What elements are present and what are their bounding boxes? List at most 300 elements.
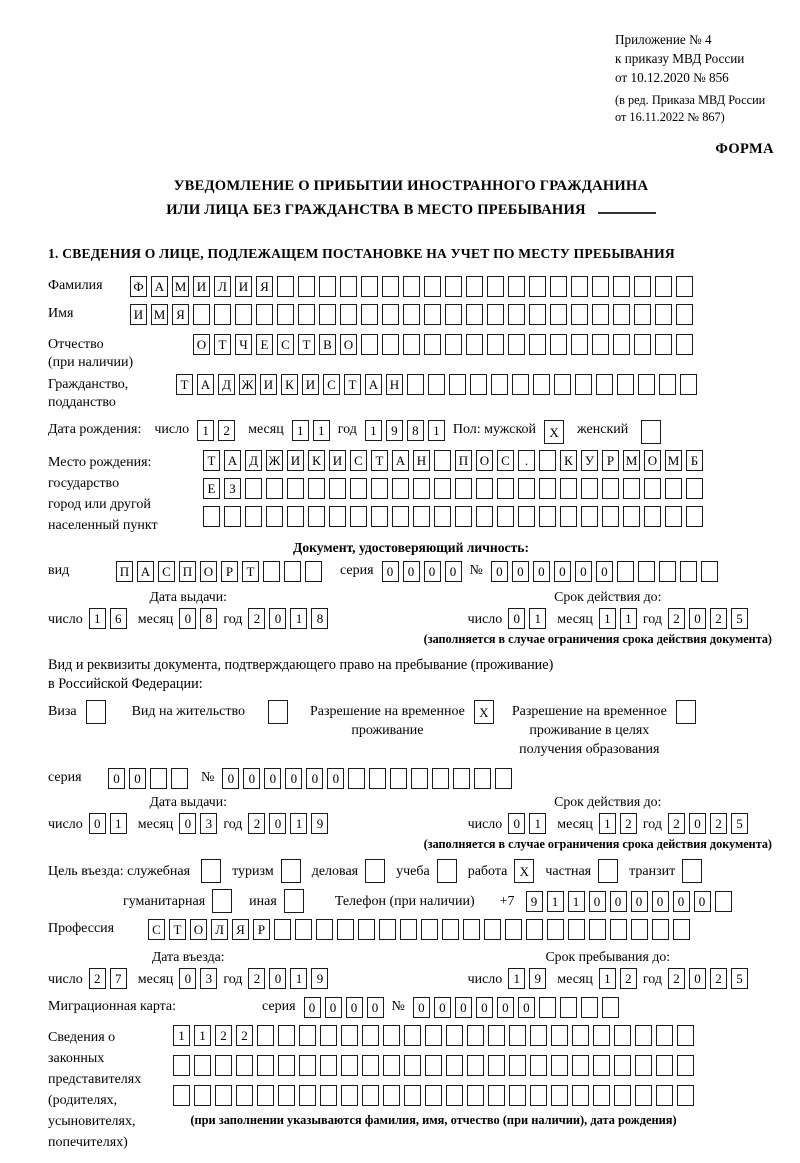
char-cell[interactable] <box>655 276 672 297</box>
char-cell[interactable] <box>445 304 462 325</box>
char-cell[interactable]: 9 <box>526 891 543 912</box>
char-cell[interactable] <box>308 506 325 527</box>
char-cell[interactable]: 0 <box>243 768 260 789</box>
char-cell[interactable]: Л <box>214 276 231 297</box>
char-cell[interactable] <box>308 478 325 499</box>
char-cell[interactable] <box>278 1025 295 1046</box>
char-cell[interactable] <box>635 1085 652 1106</box>
char-cell[interactable] <box>509 1025 526 1046</box>
char-cell[interactable]: 0 <box>512 561 529 582</box>
char-cell[interactable] <box>382 334 399 355</box>
char-cell[interactable] <box>550 334 567 355</box>
char-cell[interactable] <box>236 1085 253 1106</box>
char-cell[interactable] <box>382 304 399 325</box>
char-cell[interactable] <box>365 859 385 883</box>
char-cell[interactable] <box>530 1055 547 1076</box>
char-cell[interactable] <box>362 1025 379 1046</box>
char-cell[interactable] <box>487 334 504 355</box>
char-cell[interactable]: 1 <box>290 813 307 834</box>
char-cell[interactable] <box>371 506 388 527</box>
char-cell[interactable] <box>592 334 609 355</box>
char-cell[interactable] <box>701 561 718 582</box>
char-cell[interactable] <box>509 1055 526 1076</box>
char-cell[interactable]: 0 <box>129 768 146 789</box>
char-cell[interactable]: X <box>474 700 494 724</box>
char-cell[interactable] <box>299 1085 316 1106</box>
char-cell[interactable]: М <box>665 450 682 471</box>
char-cell[interactable]: 9 <box>311 813 328 834</box>
char-cell[interactable] <box>445 276 462 297</box>
char-cell[interactable]: 1 <box>620 608 637 629</box>
char-cell[interactable] <box>320 1025 337 1046</box>
char-cell[interactable]: 0 <box>403 561 420 582</box>
char-cell[interactable] <box>383 1085 400 1106</box>
char-cell[interactable] <box>575 374 592 395</box>
char-cell[interactable] <box>508 304 525 325</box>
char-cell[interactable] <box>487 276 504 297</box>
char-cell[interactable]: В <box>319 334 336 355</box>
char-cell[interactable]: Ф <box>130 276 147 297</box>
char-cell[interactable] <box>215 1085 232 1106</box>
char-cell[interactable] <box>715 891 732 912</box>
char-cell[interactable] <box>656 1055 673 1076</box>
char-cell[interactable] <box>446 1085 463 1106</box>
char-cell[interactable] <box>634 334 651 355</box>
char-cell[interactable] <box>413 478 430 499</box>
char-cell[interactable]: Ч <box>235 334 252 355</box>
char-cell[interactable]: Я <box>232 919 249 940</box>
char-cell[interactable] <box>617 374 634 395</box>
char-cell[interactable] <box>245 478 262 499</box>
char-cell[interactable] <box>442 919 459 940</box>
char-cell[interactable]: X <box>544 420 564 444</box>
char-cell[interactable] <box>341 1025 358 1046</box>
char-cell[interactable] <box>466 304 483 325</box>
char-cell[interactable] <box>592 276 609 297</box>
char-cell[interactable] <box>602 506 619 527</box>
char-cell[interactable] <box>529 276 546 297</box>
char-cell[interactable]: Р <box>602 450 619 471</box>
char-cell[interactable]: 0 <box>508 608 525 629</box>
char-cell[interactable]: 0 <box>508 813 525 834</box>
char-cell[interactable] <box>341 1085 358 1106</box>
char-cell[interactable] <box>560 506 577 527</box>
char-cell[interactable]: С <box>148 919 165 940</box>
char-cell[interactable] <box>655 334 672 355</box>
char-cell[interactable] <box>635 1055 652 1076</box>
char-cell[interactable] <box>201 859 221 883</box>
char-cell[interactable]: А <box>224 450 241 471</box>
char-cell[interactable] <box>470 374 487 395</box>
char-cell[interactable] <box>638 561 655 582</box>
char-cell[interactable] <box>445 334 462 355</box>
char-cell[interactable] <box>659 561 676 582</box>
char-cell[interactable] <box>571 276 588 297</box>
char-cell[interactable]: 0 <box>652 891 669 912</box>
char-cell[interactable]: 0 <box>631 891 648 912</box>
char-cell[interactable] <box>614 1025 631 1046</box>
char-cell[interactable]: 0 <box>269 608 286 629</box>
char-cell[interactable] <box>467 1055 484 1076</box>
char-cell[interactable] <box>529 334 546 355</box>
char-cell[interactable]: 2 <box>248 968 265 989</box>
char-cell[interactable] <box>613 334 630 355</box>
char-cell[interactable]: П <box>455 450 472 471</box>
char-cell[interactable]: X <box>514 859 534 883</box>
char-cell[interactable]: А <box>151 276 168 297</box>
char-cell[interactable]: Т <box>214 334 231 355</box>
char-cell[interactable] <box>509 1085 526 1106</box>
char-cell[interactable] <box>319 276 336 297</box>
char-cell[interactable]: Т <box>242 561 259 582</box>
char-cell[interactable] <box>518 478 535 499</box>
char-cell[interactable] <box>551 1055 568 1076</box>
char-cell[interactable] <box>257 1085 274 1106</box>
char-cell[interactable] <box>644 506 661 527</box>
char-cell[interactable] <box>437 859 457 883</box>
char-cell[interactable]: Т <box>371 450 388 471</box>
char-cell[interactable] <box>581 997 598 1018</box>
char-cell[interactable] <box>277 276 294 297</box>
char-cell[interactable]: П <box>179 561 196 582</box>
char-cell[interactable]: Я <box>256 276 273 297</box>
char-cell[interactable] <box>224 506 241 527</box>
char-cell[interactable]: Д <box>218 374 235 395</box>
char-cell[interactable]: 0 <box>689 813 706 834</box>
char-cell[interactable] <box>571 304 588 325</box>
char-cell[interactable]: Т <box>298 334 315 355</box>
char-cell[interactable]: 0 <box>222 768 239 789</box>
char-cell[interactable]: 0 <box>476 997 493 1018</box>
char-cell[interactable] <box>362 1085 379 1106</box>
char-cell[interactable]: О <box>190 919 207 940</box>
char-cell[interactable]: 2 <box>248 608 265 629</box>
char-cell[interactable]: 0 <box>327 768 344 789</box>
char-cell[interactable] <box>340 304 357 325</box>
char-cell[interactable] <box>614 1085 631 1106</box>
char-cell[interactable] <box>245 506 262 527</box>
char-cell[interactable] <box>530 1025 547 1046</box>
char-cell[interactable] <box>298 304 315 325</box>
char-cell[interactable] <box>488 1025 505 1046</box>
char-cell[interactable] <box>539 478 556 499</box>
char-cell[interactable] <box>554 374 571 395</box>
char-cell[interactable] <box>421 919 438 940</box>
char-cell[interactable] <box>424 276 441 297</box>
char-cell[interactable] <box>369 768 386 789</box>
char-cell[interactable]: Р <box>221 561 238 582</box>
char-cell[interactable] <box>533 374 550 395</box>
char-cell[interactable]: Т <box>344 374 361 395</box>
char-cell[interactable] <box>467 1085 484 1106</box>
char-cell[interactable]: 2 <box>668 608 685 629</box>
char-cell[interactable]: 1 <box>599 968 616 989</box>
char-cell[interactable] <box>212 889 232 913</box>
char-cell[interactable]: 0 <box>596 561 613 582</box>
char-cell[interactable]: 0 <box>610 891 627 912</box>
char-cell[interactable]: 2 <box>620 813 637 834</box>
char-cell[interactable] <box>383 1055 400 1076</box>
char-cell[interactable] <box>404 1025 421 1046</box>
char-cell[interactable]: 1 <box>365 420 382 441</box>
char-cell[interactable] <box>193 304 210 325</box>
char-cell[interactable] <box>340 276 357 297</box>
char-cell[interactable]: 0 <box>179 608 196 629</box>
char-cell[interactable]: У <box>581 450 598 471</box>
char-cell[interactable]: 1 <box>313 420 330 441</box>
char-cell[interactable]: 1 <box>599 813 616 834</box>
char-cell[interactable]: 2 <box>668 968 685 989</box>
char-cell[interactable] <box>550 304 567 325</box>
char-cell[interactable]: Я <box>172 304 189 325</box>
char-cell[interactable] <box>382 276 399 297</box>
char-cell[interactable] <box>505 919 522 940</box>
char-cell[interactable] <box>530 1085 547 1106</box>
char-cell[interactable] <box>215 1055 232 1076</box>
char-cell[interactable] <box>680 561 697 582</box>
char-cell[interactable]: Д <box>245 450 262 471</box>
char-cell[interactable]: 0 <box>445 561 462 582</box>
char-cell[interactable]: Е <box>256 334 273 355</box>
char-cell[interactable] <box>281 859 301 883</box>
char-cell[interactable]: О <box>340 334 357 355</box>
char-cell[interactable]: 5 <box>731 608 748 629</box>
char-cell[interactable]: О <box>476 450 493 471</box>
char-cell[interactable]: С <box>277 334 294 355</box>
char-cell[interactable]: 2 <box>89 968 106 989</box>
char-cell[interactable]: 0 <box>455 997 472 1018</box>
char-cell[interactable] <box>316 919 333 940</box>
char-cell[interactable]: П <box>116 561 133 582</box>
char-cell[interactable] <box>476 506 493 527</box>
char-cell[interactable]: И <box>329 450 346 471</box>
char-cell[interactable]: С <box>323 374 340 395</box>
char-cell[interactable]: 0 <box>533 561 550 582</box>
char-cell[interactable] <box>638 374 655 395</box>
char-cell[interactable] <box>425 1025 442 1046</box>
char-cell[interactable] <box>677 1085 694 1106</box>
char-cell[interactable]: 9 <box>386 420 403 441</box>
char-cell[interactable]: М <box>623 450 640 471</box>
char-cell[interactable] <box>467 1025 484 1046</box>
char-cell[interactable] <box>379 919 396 940</box>
char-cell[interactable]: 0 <box>108 768 125 789</box>
char-cell[interactable] <box>287 478 304 499</box>
char-cell[interactable]: 2 <box>710 813 727 834</box>
char-cell[interactable] <box>652 919 669 940</box>
char-cell[interactable] <box>529 304 546 325</box>
char-cell[interactable] <box>659 374 676 395</box>
char-cell[interactable] <box>453 768 470 789</box>
char-cell[interactable]: З <box>224 478 241 499</box>
char-cell[interactable] <box>539 450 556 471</box>
char-cell[interactable] <box>404 1085 421 1106</box>
char-cell[interactable]: 0 <box>413 997 430 1018</box>
char-cell[interactable] <box>263 561 280 582</box>
char-cell[interactable]: 0 <box>694 891 711 912</box>
char-cell[interactable]: Ж <box>266 450 283 471</box>
char-cell[interactable] <box>497 478 514 499</box>
char-cell[interactable] <box>337 919 354 940</box>
char-cell[interactable]: 0 <box>306 768 323 789</box>
char-cell[interactable] <box>403 276 420 297</box>
char-cell[interactable]: 1 <box>292 420 309 441</box>
char-cell[interactable] <box>361 304 378 325</box>
char-cell[interactable]: 0 <box>179 968 196 989</box>
char-cell[interactable]: 0 <box>518 997 535 1018</box>
char-cell[interactable]: Р <box>253 919 270 940</box>
char-cell[interactable] <box>277 304 294 325</box>
char-cell[interactable]: Т <box>176 374 193 395</box>
char-cell[interactable] <box>400 919 417 940</box>
char-cell[interactable] <box>150 768 167 789</box>
char-cell[interactable] <box>298 276 315 297</box>
char-cell[interactable] <box>446 1055 463 1076</box>
char-cell[interactable]: 1 <box>89 608 106 629</box>
char-cell[interactable]: А <box>392 450 409 471</box>
char-cell[interactable] <box>487 304 504 325</box>
char-cell[interactable]: 0 <box>304 997 321 1018</box>
char-cell[interactable] <box>610 919 627 940</box>
char-cell[interactable]: М <box>172 276 189 297</box>
char-cell[interactable] <box>424 304 441 325</box>
char-cell[interactable] <box>631 919 648 940</box>
char-cell[interactable] <box>572 1085 589 1106</box>
char-cell[interactable]: 1 <box>194 1025 211 1046</box>
char-cell[interactable]: М <box>151 304 168 325</box>
char-cell[interactable] <box>383 1025 400 1046</box>
char-cell[interactable] <box>623 506 640 527</box>
char-cell[interactable] <box>635 1025 652 1046</box>
char-cell[interactable] <box>676 276 693 297</box>
char-cell[interactable] <box>361 276 378 297</box>
char-cell[interactable] <box>235 304 252 325</box>
char-cell[interactable] <box>589 919 606 940</box>
char-cell[interactable] <box>665 478 682 499</box>
char-cell[interactable] <box>305 561 322 582</box>
char-cell[interactable]: С <box>350 450 367 471</box>
char-cell[interactable]: О <box>193 334 210 355</box>
char-cell[interactable] <box>677 1055 694 1076</box>
char-cell[interactable] <box>320 1085 337 1106</box>
char-cell[interactable] <box>299 1025 316 1046</box>
char-cell[interactable] <box>466 334 483 355</box>
char-cell[interactable]: 2 <box>710 608 727 629</box>
char-cell[interactable]: Т <box>169 919 186 940</box>
char-cell[interactable] <box>551 1025 568 1046</box>
char-cell[interactable] <box>404 1055 421 1076</box>
char-cell[interactable] <box>455 478 472 499</box>
char-cell[interactable] <box>484 919 501 940</box>
char-cell[interactable] <box>284 889 304 913</box>
char-cell[interactable] <box>278 1055 295 1076</box>
char-cell[interactable] <box>656 1085 673 1106</box>
char-cell[interactable] <box>581 506 598 527</box>
char-cell[interactable]: Н <box>413 450 430 471</box>
char-cell[interactable]: 1 <box>290 968 307 989</box>
char-cell[interactable]: 0 <box>689 968 706 989</box>
char-cell[interactable]: О <box>644 450 661 471</box>
char-cell[interactable] <box>371 478 388 499</box>
char-cell[interactable] <box>476 478 493 499</box>
char-cell[interactable] <box>550 276 567 297</box>
char-cell[interactable] <box>449 374 466 395</box>
char-cell[interactable] <box>266 478 283 499</box>
char-cell[interactable]: 1 <box>599 608 616 629</box>
char-cell[interactable] <box>602 478 619 499</box>
char-cell[interactable] <box>173 1085 190 1106</box>
char-cell[interactable]: 0 <box>285 768 302 789</box>
char-cell[interactable] <box>508 276 525 297</box>
char-cell[interactable] <box>320 1055 337 1076</box>
char-cell[interactable] <box>617 561 634 582</box>
char-cell[interactable] <box>284 561 301 582</box>
char-cell[interactable]: 0 <box>424 561 441 582</box>
char-cell[interactable]: 0 <box>434 997 451 1018</box>
char-cell[interactable] <box>560 478 577 499</box>
char-cell[interactable]: 0 <box>89 813 106 834</box>
char-cell[interactable] <box>287 506 304 527</box>
char-cell[interactable] <box>466 276 483 297</box>
char-cell[interactable] <box>572 1025 589 1046</box>
char-cell[interactable] <box>680 374 697 395</box>
char-cell[interactable] <box>656 1025 673 1046</box>
char-cell[interactable] <box>644 478 661 499</box>
char-cell[interactable]: 1 <box>529 608 546 629</box>
char-cell[interactable] <box>455 506 472 527</box>
char-cell[interactable] <box>602 997 619 1018</box>
char-cell[interactable] <box>274 919 291 940</box>
char-cell[interactable] <box>677 1025 694 1046</box>
char-cell[interactable] <box>348 768 365 789</box>
char-cell[interactable] <box>539 506 556 527</box>
char-cell[interactable] <box>686 506 703 527</box>
char-cell[interactable]: 2 <box>218 420 235 441</box>
char-cell[interactable]: 5 <box>731 968 748 989</box>
char-cell[interactable] <box>474 768 491 789</box>
char-cell[interactable]: 0 <box>689 608 706 629</box>
char-cell[interactable]: К <box>560 450 577 471</box>
char-cell[interactable]: 2 <box>620 968 637 989</box>
char-cell[interactable]: А <box>365 374 382 395</box>
char-cell[interactable] <box>434 478 451 499</box>
char-cell[interactable]: 1 <box>508 968 525 989</box>
char-cell[interactable]: 3 <box>200 968 217 989</box>
char-cell[interactable] <box>623 478 640 499</box>
char-cell[interactable] <box>424 334 441 355</box>
char-cell[interactable]: 0 <box>269 968 286 989</box>
char-cell[interactable] <box>341 1055 358 1076</box>
char-cell[interactable]: 1 <box>110 813 127 834</box>
char-cell[interactable] <box>488 1085 505 1106</box>
char-cell[interactable]: 2 <box>215 1025 232 1046</box>
char-cell[interactable]: 0 <box>575 561 592 582</box>
char-cell[interactable]: И <box>235 276 252 297</box>
char-cell[interactable]: 0 <box>382 561 399 582</box>
char-cell[interactable] <box>613 276 630 297</box>
char-cell[interactable] <box>613 304 630 325</box>
char-cell[interactable]: 9 <box>529 968 546 989</box>
char-cell[interactable] <box>329 506 346 527</box>
char-cell[interactable] <box>350 506 367 527</box>
char-cell[interactable] <box>173 1055 190 1076</box>
char-cell[interactable] <box>362 1055 379 1076</box>
char-cell[interactable]: 0 <box>554 561 571 582</box>
char-cell[interactable] <box>676 334 693 355</box>
char-cell[interactable] <box>551 1085 568 1106</box>
char-cell[interactable] <box>413 506 430 527</box>
char-cell[interactable] <box>596 374 613 395</box>
